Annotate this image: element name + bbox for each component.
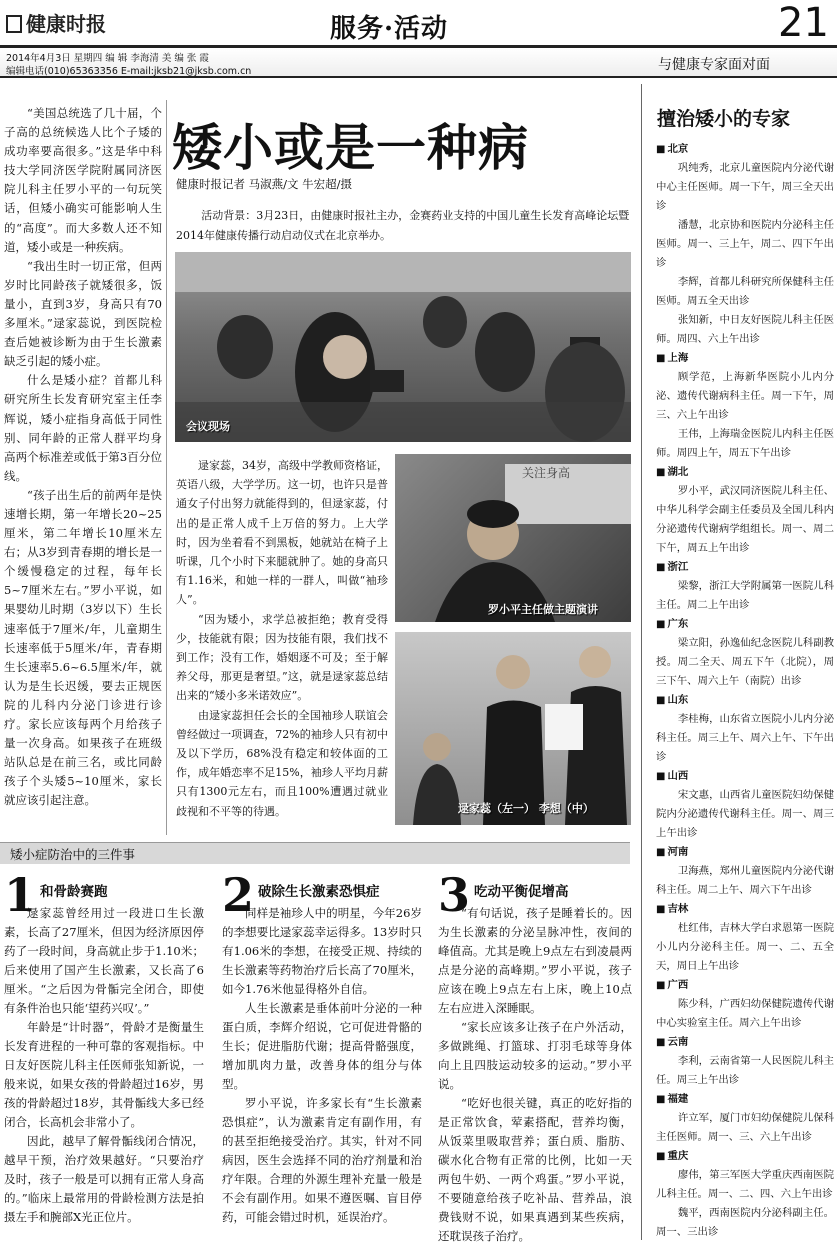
expert-entry: 宋文惠，山西省儿童医院妇幼保健院内分泌遗传代谢科主任。周一、周三上午出诊 (656, 789, 834, 839)
expert-entry: 李辉，首都儿科研究所保健科主任医师。周五全天出诊 (656, 276, 834, 307)
region-heading: ■ 上海 (656, 349, 834, 368)
tip-title-2: 破除生长激素恐惧症 (258, 884, 380, 900)
tip-number-1: 1 (4, 868, 37, 922)
paragraph: 罗小平说，许多家长有“生长激素恐惧症”，认为激素肯定有副作用，有的甚至拒绝接受治疗。其实，针对不同病因，医生会选择不同的治疗剂量和治疗年限。合理的外源生理补充量一般是不会有副作用。如果不遵医嘱、盲目停药，可能会错过时机，延误治疗。 (222, 1096, 422, 1224)
expert-entry: 罗小平，武汉同济医院儿科主任、中华儿科学会副主任委员及全国儿科内分泌遗传代谢病学组组长。周一、周二下午，周五上午出诊 (656, 485, 834, 554)
region-heading: ■ 河南 (656, 843, 834, 862)
tip-number-2: 2 (222, 868, 255, 922)
tip-number-3: 3 (438, 868, 471, 922)
byline: 健康时报记者 马淑燕/文 牛宏超/摄 (176, 177, 353, 191)
section-title: 服务·活动 (330, 14, 449, 44)
region-heading: ■ 云南 (656, 1033, 834, 1052)
experts-list (656, 140, 834, 1242)
paragraph: “我出生时一切正常，但两岁时比同龄孩子就矮很多，饭量小，直到3岁，身高只有70多厘米。”逯家蕊说，到医院检查后她被诊断为由于生长激素缺乏引起的矮小症。 (4, 258, 162, 369)
headline: 矮小或是一种病 (172, 118, 529, 177)
region-heading: ■ 山东 (656, 691, 834, 710)
photo-banner-text: 关注身高 (522, 466, 571, 480)
paragraph: “家长应该多让孩子在户外活动，多做跳绳、打篮球、打羽毛球等身体向上且四肢运动较多的运动。”罗小平说。 (438, 1020, 632, 1091)
paragraph: 年龄是“计时器”，骨龄才是衡量生长发育进程的一种可靠的客观指标。中日友好医院儿科主任医师张知新说，一般来说，如果女孩的骨龄超过16岁，男孩的骨龄超过18岁，其骨骺线大多已经闭合，长高机会非常小了。 (4, 1020, 204, 1129)
page-number: 21 (778, 0, 829, 46)
meeting-photo-figures (175, 252, 631, 442)
paragraph: 逯家蕊，34岁，高级中学教师资格证，英语八级，大学学历。这一切，也许只是普通女子付出努力就能得到的，但逯家蕊，付出的是正常人成千上万倍的努力。上大学时，因为坐着看不到黑板，她就站在椅子上听课，几个小时下来腿就肿了。她的身高只有1.16米，和她一样的一群人，叫做“袖珍人”。 (176, 459, 388, 607)
paragraph: “吃好也很关键，真正的吃好指的是正常饮食，荤素搭配，营养均衡，从饭菜里吸取营养；蛋白质、脂肪、碳水化合物有正常的比例，比如一天两包牛奶、一两个鸡蛋。”罗小平说，不要随意给孩子吃补品、营养品，浪费钱财不说，如果真遇到某些疾病，还耽误孩子治疗。 (438, 1096, 632, 1242)
region-heading: ■ 广西 (656, 976, 834, 995)
expert-entry: 梁立阳，孙逸仙纪念医院儿科副教授。周二全天、周五下午（北院），周三下午、周六上午（南院）出诊 (656, 637, 834, 687)
article-left-column (4, 104, 162, 832)
column-divider (166, 100, 167, 835)
experts-title: 擅治矮小的专家 (657, 108, 791, 130)
expert-entry: 卫海燕，郑州儿童医院内分泌代谢科主任。周二上午、周六下午出诊 (656, 865, 834, 896)
expert-entry: 张知新，中日友好医院儿科主任医师。周四、六上午出诊 (656, 314, 834, 345)
sidebar-divider (641, 84, 642, 1240)
paragraph: 由逯家蕊担任会长的全国袖珍人联谊会曾经做过一项调查，72%的袖珍人只有初中及以下学历，68%没有稳定和较体面的工作，成年婚恋率不足15%，袖珍人平均月薪只有1300元左右，而且100%遭遇过就业歧视和不平等的待遇。 (176, 708, 388, 818)
region-heading: ■ 山西 (656, 767, 834, 786)
expert-entry: 李利，云南省第一人民医院儿科主任。周三上午出诊 (656, 1055, 834, 1086)
region-heading: ■ 吉林 (656, 900, 834, 919)
tip-body-2 (222, 904, 422, 1242)
background-note: 活动背景：3月23日，由健康时报社主办，金赛药业支持的中国儿童生长发育高峰论坛暨2014年健康传播行动启动仪式在北京举办。 (176, 209, 630, 242)
tip-title-1: 和骨龄赛跑 (40, 884, 108, 900)
expert-entry: 廖伟，第三军医大学重庆西南医院儿科主任。周一、二、四、六上午出诊 (656, 1169, 834, 1200)
expert-entry: 许立军，厦门市妇幼保健院儿保科主任医师。周一、三、六上午出诊 (656, 1112, 834, 1143)
expert-entry: 王伟，上海瑞金医院儿内科主任医师。周四上午，周五下午出诊 (656, 428, 834, 459)
expert-entry: 陈少科，广西妇幼保健院遗传代谢中心实验室主任。周六上午出诊 (656, 998, 834, 1029)
paragraph: 同样是袖珍人中的明星，今年26岁的李想要比逯家蕊幸运得多。13岁时只有1.06米的李想，在接受正规、持续的生长激素等药物治疗后长高了70厘米，如今1.76米他显得格外自信。 (222, 906, 422, 996)
tip-body-1 (4, 904, 204, 1242)
speaker-photo-figure (395, 454, 631, 622)
paragraph: 什么是矮小症？首都儿科研究所生长发育研究室主任李辉说，矮小症指身高低于同性别、同年龄的正常人群平均身高两个标准差或低于第3百分位线。 (4, 373, 162, 483)
paragraph: “有句话说，孩子是睡着长的。因为生长激素的分泌呈脉冲性，夜间的峰值高。尤其是晚上9点左右到凌晨两点是分泌的高峰期。”罗小平说，孩子应该在晚上9点左右上床，晚上10点左右应进入深睡眠。 (438, 906, 632, 1015)
column-tag: 与健康专家面对面 (658, 57, 770, 73)
expert-entry: 魏平，西南医院内分泌科副主任。周一、三出诊 (656, 1207, 834, 1238)
expert-entry: 潘慧，北京协和医院内分泌科主任医师。周一、三上午，周二、四下午出诊 (656, 219, 834, 269)
tips-band-title: 矮小症防治中的三件事 (10, 847, 136, 862)
photo-caption-pair: 逯家蕊（左一） 李想（中） (458, 802, 594, 815)
newspaper-logo: 健康时报 (6, 8, 106, 37)
paragraph: “美国总统选了几十届，个子高的总统候选人比个子矮的成功率要高很多。”这是华中科技大学同济医学院附属同济医院儿科主任罗小平的一句玩笑话，但矮小确实可能影响人生的“高度”。而大多数人还不知道，矮小或是一种疾病。 (4, 106, 162, 254)
pair-photo (395, 632, 631, 825)
pair-photo-figures (395, 632, 631, 825)
contact-line: 编辑电话(010)65363356 E-mail:jksb21@jksb.com.cn (6, 66, 252, 77)
speaker-photo (395, 454, 631, 622)
expert-entry: 顾学范，上海新华医院小儿内分泌、遗传代谢病科主任。周一下午，周三、六上午出诊 (656, 371, 834, 421)
expert-entry: 梁黎，浙江大学附属第一医院儿科主任。周二上午出诊 (656, 580, 834, 611)
paragraph: “孩子出生后的前两年是快速增长期，第一年增长20~25厘米，第二年增长10厘米左右；从3岁到青春期的增长是一个缓慢稳定的过程，每年长5~7厘米左右。”罗小平说，如果婴幼儿时期（3岁以下）生长速率低于7厘米/年，儿童期生长速率低于5厘米/年，青春期生长速率5.6~6.5厘米/年，就认为是生长迟缓，要去正规医院的儿科内分泌门诊进行诊疗。家长应该每两个月给孩子量一次身高。如果孩子在班级站队总是在前三名，或比同龄孩子个头矮5~10厘米，家长就应该引起注意。 (4, 487, 162, 808)
region-heading: ■ 北京 (656, 140, 834, 159)
region-heading: ■ 福建 (656, 1090, 834, 1109)
photo-caption-meeting: 会议现场 (186, 420, 230, 433)
paragraph: 人生长激素是垂体前叶分泌的一种蛋白质，李辉介绍说，它可促进骨骼的生长；促进脂肪代谢；提高骨骼强度，增加肌肉力量，改善身体的组分与体型。 (222, 1001, 422, 1091)
paragraph: “因为矮小，求学总被拒绝；教育受得少，技能就有限；因为技能有限，我们找不到工作；没有工作，婚姻逐不可及；至于解养父母，那更是奢望。”这，就是逯家蕊总结出来的“矮小多米诺效应”。 (176, 612, 388, 703)
region-heading: ■ 广东 (656, 615, 834, 634)
photo-caption-speaker: 罗小平主任做主题演讲 (488, 603, 598, 616)
paragraph: 逯家蕊曾经用过一段进口生长激素，长高了27厘米，但因为经济原因停药了一段时间，身高就止步于1.10米；后来使用了国产生长激素，又长高了6厘米。“之后因为骨骺完全闭合，即使有条件治也只能‘望药兴叹’。” (4, 906, 204, 1015)
region-heading: ■ 浙江 (656, 558, 834, 577)
date-line: 2014年4月3日 星期四 编 辑 李海清 美 编 张 霞 (6, 53, 209, 64)
tip-body-3 (438, 904, 632, 1242)
paragraph: 因此，越早了解骨骺线闭合情况，越早干预，治疗效果越好。“只要治疗及时，孩子一般是可以拥有正常人身高的。”临床上最常用的骨龄检测方法是拍摄左手和腕部X光正位片。 (4, 1134, 204, 1224)
expert-entry: 李桂梅，山东省立医院小儿内分泌科主任。周三上午、周六上午、下午出诊 (656, 713, 834, 763)
expert-entry: 巩纯秀，北京儿童医院内分泌代谢中心主任医师。周一下午，周三全天出诊 (656, 162, 834, 212)
region-heading: ■ 湖北 (656, 463, 834, 482)
article-middle-column (176, 456, 388, 832)
region-heading: ■ 重庆 (656, 1147, 834, 1166)
newspaper-logo-icon (6, 15, 22, 33)
tip-title-3: 吃动平衡促增高 (474, 884, 569, 900)
meeting-photo (175, 252, 631, 442)
expert-entry: 杜红伟，吉林大学白求恩第一医院小儿内分泌科主任。周一、二、五全天，周日上午出诊 (656, 922, 834, 972)
